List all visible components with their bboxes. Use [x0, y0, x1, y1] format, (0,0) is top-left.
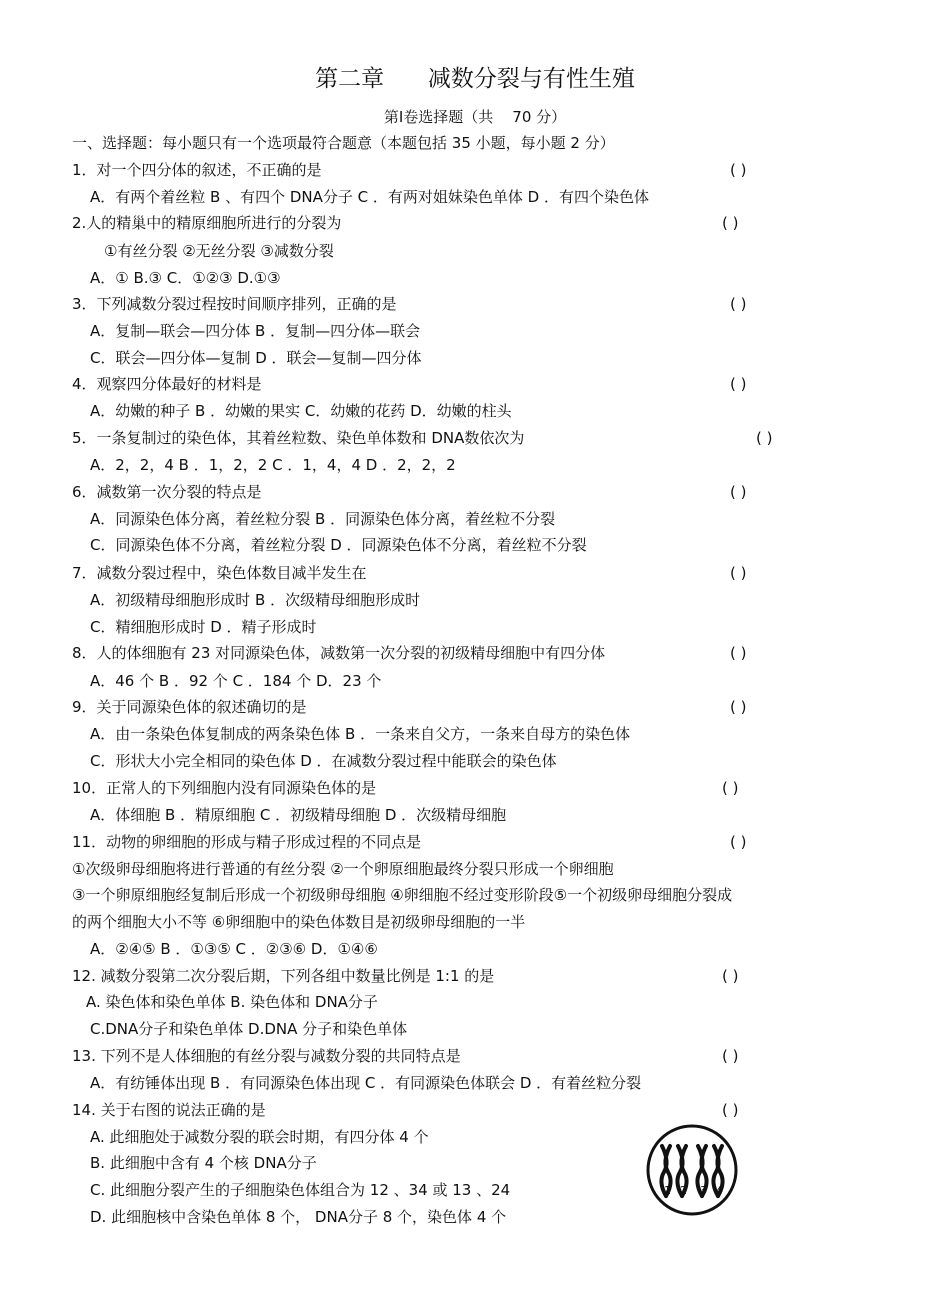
- q12-answer-bracket: ( ): [722, 967, 739, 985]
- q13-stem: 13. 下列不是人体细胞的有丝分裂与减数分裂的共同特点是: [72, 1047, 461, 1065]
- q8-options: A．46 个 B ．92 个 C ．184 个 D．23 个: [90, 672, 382, 690]
- q10-answer-bracket: ( ): [722, 779, 739, 797]
- q14-answer-bracket: ( ): [722, 1101, 739, 1119]
- q5-stem: 5．一条复制过的染色体，其着丝粒数、染色单体数和 DNA数依次为: [72, 429, 525, 447]
- q11-statements-2: ③一个卵原细胞经复制后形成一个初级卵母细胞 ④卵细胞不经过变形阶段⑤一个初级卵母细胞分裂成: [72, 886, 733, 904]
- q1-options: A．有两个着丝粒 B 、有四个 DNA分子 C ．有两对姐妹染色单体 D ．有四个染色体: [90, 188, 649, 206]
- q3-stem: 3．下列减数分裂过程按时间顺序排列，正确的是: [72, 295, 397, 313]
- q3-options-cd: C．联会—四分体—复制 D ．联会—复制—四分体: [90, 349, 422, 367]
- q14-option-b: B. 此细胞中含有 4 个核 DNA分子: [90, 1154, 317, 1172]
- chromosome-label-4: 4: [716, 1184, 723, 1197]
- cell-diagram: [640, 1122, 740, 1222]
- q6-options-cd: C．同源染色体不分离，着丝粒分裂 D ．同源染色体不分离，着丝粒不分裂: [90, 536, 587, 554]
- q9-stem: 9．关于同源染色体的叙述确切的是: [72, 698, 307, 716]
- q11-statements-1: ①次级卵母细胞将进行普通的有丝分裂 ②一个卵原细胞最终分裂只形成一个卵细胞: [72, 860, 614, 878]
- q6-options-ab: A．同源染色体分离，着丝粒分裂 B ．同源染色体分离，着丝粒不分裂: [90, 510, 556, 528]
- cell-membrane: [648, 1126, 736, 1214]
- section-subtitle: 第Ⅰ卷选择题（共 70 分）: [383, 108, 567, 126]
- q5-options: A．2，2，4 B ．1，2，2 C ．1，4，4 D ．2，2，2: [90, 456, 456, 474]
- q11-options: A．②④⑤ B ．①③⑤ C ．②③⑥ D．①④⑥: [90, 940, 378, 958]
- q7-options-ab: A．初级精母细胞形成时 B ．次级精母细胞形成时: [90, 591, 421, 609]
- q14-stem: 14. 关于右图的说法正确的是: [72, 1101, 266, 1119]
- q11-stem: 11．动物的卵细胞的形成与精子形成过程的不同点是: [72, 833, 422, 851]
- q14-option-c: C. 此细胞分裂产生的子细胞染色体组合为 12 、34 或 13 、24: [90, 1181, 511, 1199]
- q7-stem: 7．减数分裂过程中，染色体数目减半发生在: [72, 564, 367, 582]
- q2-stem: 2.人的精巢中的精原细胞所进行的分裂为: [72, 214, 342, 232]
- chromosome-label-2: 2: [680, 1184, 687, 1197]
- q12-options-cd: C.DNA分子和染色单体 D.DNA 分子和染色单体: [90, 1020, 408, 1038]
- q3-options-ab: A．复制—联会—四分体 B ．复制—四分体—联会: [90, 322, 421, 340]
- q12-options-ab: A. 染色体和染色单体 B. 染色体和 DNA分子: [86, 993, 378, 1011]
- q5-answer-bracket: ( ): [756, 429, 773, 447]
- q13-options: A．有纺锤体出现 B ．有同源染色体出现 C ．有同源染色体联会 D ．有着丝粒分裂: [90, 1074, 642, 1092]
- q10-stem: 10．正常人的下列细胞内没有同源染色体的是: [72, 779, 377, 797]
- q7-answer-bracket: ( ): [730, 564, 747, 582]
- q14-option-d: D. 此细胞核中含染色单体 8 个， DNA分子 8 个，染色体 4 个: [90, 1208, 507, 1226]
- q14-option-a: A. 此细胞处于减数分裂的联会时期，有四分体 4 个: [90, 1128, 429, 1146]
- q6-answer-bracket: ( ): [730, 483, 747, 501]
- q2-options: A．① B.③ C．①②③ D.①③: [90, 269, 281, 287]
- q12-stem: 12. 减数分裂第二次分裂后期，下列各组中数量比例是 1:1 的是: [72, 967, 495, 985]
- q3-answer-bracket: ( ): [730, 295, 747, 313]
- chromosome-label-1: 1: [664, 1184, 671, 1197]
- q9-options-ab: A．由一条染色体复制成的两条染色体 B ．一条来自父方，一条来自母方的染色体: [90, 725, 631, 743]
- q2-answer-bracket: ( ): [722, 214, 739, 232]
- q2-items: ①有丝分裂 ②无丝分裂 ③减数分裂: [104, 242, 334, 260]
- q11-statements-3: 的两个细胞大小不等 ⑥卵细胞中的染色体数目是初级卵母细胞的一半: [72, 913, 526, 931]
- q8-stem: 8．人的体细胞有 23 对同源染色体，减数第一次分裂的初级精母细胞中有四分体: [72, 644, 606, 662]
- q11-answer-bracket: ( ): [730, 833, 747, 851]
- q8-answer-bracket: ( ): [730, 644, 747, 662]
- chromosome-label-3: 3: [700, 1184, 707, 1197]
- q1-stem: 1．对一个四分体的叙述，不正确的是: [72, 161, 322, 179]
- q4-stem: 4．观察四分体最好的材料是: [72, 375, 262, 393]
- q4-answer-bracket: ( ): [730, 375, 747, 393]
- q13-answer-bracket: ( ): [722, 1047, 739, 1065]
- q7-options-cd: C．精细胞形成时 D ．精子形成时: [90, 618, 317, 636]
- q10-options: A．体细胞 B ．精原细胞 C ．初级精母细胞 D ．次级精母细胞: [90, 806, 507, 824]
- chapter-title: 第二章 减数分裂与有性生殖: [315, 66, 635, 92]
- q4-options: A．幼嫩的种子 B ．幼嫩的果实 C．幼嫩的花药 D．幼嫩的柱头: [90, 402, 512, 420]
- section-heading: 一、选择题：每小题只有一个选项最符合题意（本题包括 35 小题，每小题 2 分）: [72, 134, 615, 152]
- q6-stem: 6．减数第一次分裂的特点是: [72, 483, 262, 501]
- q9-answer-bracket: ( ): [730, 698, 747, 716]
- q1-answer-bracket: ( ): [730, 161, 747, 179]
- q9-options-cd: C．形状大小完全相同的染色体 D ．在减数分裂过程中能联会的染色体: [90, 752, 557, 770]
